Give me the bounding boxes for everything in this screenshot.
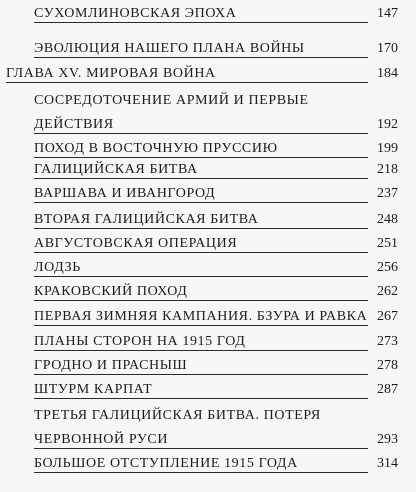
toc-leader [34, 300, 368, 301]
toc-entry-title: ШТУРМ КАРПАТ [34, 382, 153, 397]
toc-page-number: 199 [377, 141, 398, 156]
toc-entry-title-continuation: ЧЕРВОННОЙ РУСИ [34, 432, 169, 447]
toc-page-number: 262 [377, 284, 398, 299]
toc-leader [34, 448, 368, 449]
toc-leader [34, 228, 368, 229]
toc-leader [34, 157, 368, 158]
toc-entry-title: ПЛАНЫ СТОРОН НА 1915 ГОД [34, 334, 246, 349]
toc-entry [0, 408, 416, 452]
toc-entry [0, 236, 416, 258]
toc-page-number: 237 [377, 186, 398, 201]
toc-entry-title-continuation: ДЕЙСТВИЯ [34, 117, 114, 132]
toc-entry-title: СОСРЕДОТОЧЕНИЕ АРМИЙ И ПЕРВЫЕ [34, 93, 309, 108]
toc-page-number: 218 [377, 162, 398, 177]
toc-entry [0, 6, 416, 28]
toc-leader [34, 252, 368, 253]
toc-entry-title: ВТОРАЯ ГАЛИЦИЙСКАЯ БИТВА [34, 212, 259, 227]
toc-leader [34, 325, 368, 326]
toc-entry [0, 260, 416, 282]
toc-page-number: 314 [377, 456, 398, 471]
toc-leader [34, 472, 368, 473]
toc-entry-title: КРАКОВСКИЙ ПОХОД [34, 284, 188, 299]
toc-entry-title: ПЕРВАЯ ЗИМНЯЯ КАМПАНИЯ. БЗУРА И РАВКА [34, 309, 368, 324]
toc-entry-title: ТРЕТЬЯ ГАЛИЦИЙСКАЯ БИТВА. ПОТЕРЯ [34, 408, 321, 423]
toc-entry-title: ВАРШАВА И ИВАНГОРОД [34, 186, 216, 201]
toc-chapter-title: ГЛАВА XV. МИРОВАЯ ВОЙНА [6, 66, 216, 81]
toc-entry [0, 309, 416, 331]
toc-page-number: 256 [377, 260, 398, 275]
toc-leader [34, 276, 368, 277]
toc-entry [0, 41, 416, 63]
toc-entry-title: БОЛЬШОЕ ОТСТУПЛЕНИЕ 1915 ГОДА [34, 456, 298, 471]
toc-entry-title: ГРОДНО И ПРАСНЫШ [34, 358, 188, 373]
toc-page-number: 248 [377, 212, 398, 227]
toc-entry-title: ЭВОЛЮЦИЯ НАШЕГО ПЛАНА ВОЙНЫ [34, 41, 305, 56]
toc-page-number: 287 [377, 382, 398, 397]
toc-page-number: 184 [377, 66, 398, 81]
toc-entry [0, 162, 416, 184]
toc-leader [6, 82, 368, 83]
toc-entry [0, 456, 416, 478]
toc-entry [0, 334, 416, 356]
toc-leader [34, 178, 368, 179]
toc-entry [0, 212, 416, 234]
toc-entry [0, 284, 416, 306]
toc-entry [0, 141, 416, 163]
toc-page-number: 251 [377, 236, 398, 251]
toc-entry [0, 93, 416, 137]
toc-leader [34, 133, 368, 134]
toc-page-number: 273 [377, 334, 398, 349]
toc-page-number: 147 [377, 6, 398, 21]
toc-leader [34, 57, 368, 58]
toc-page-number: 192 [377, 117, 398, 132]
toc-page-number: 293 [377, 432, 398, 447]
toc-page-number: 267 [377, 309, 398, 324]
toc-leader [34, 202, 368, 203]
toc-leader [34, 22, 368, 23]
toc-chapter-entry [0, 66, 416, 88]
toc-page-number: 170 [377, 41, 398, 56]
toc-entry-title: СУХОМЛИНОВСКАЯ ЭПОХА [34, 6, 237, 21]
toc-entry-title: ПОХОД В ВОСТОЧНУЮ ПРУССИЮ [34, 141, 278, 156]
toc-entry [0, 382, 416, 404]
toc-entry-title: ГАЛИЦИЙСКАЯ БИТВА [34, 162, 198, 177]
toc-entry-title: ЛОДЗЬ [34, 260, 81, 275]
toc-leader [34, 374, 368, 375]
toc-entry [0, 358, 416, 380]
toc-leader [34, 398, 368, 399]
toc-entry-title: АВГУСТОВСКАЯ ОПЕРАЦИЯ [34, 236, 238, 251]
toc-entry [0, 186, 416, 208]
toc-page-number: 278 [377, 358, 398, 373]
toc-leader [34, 350, 368, 351]
